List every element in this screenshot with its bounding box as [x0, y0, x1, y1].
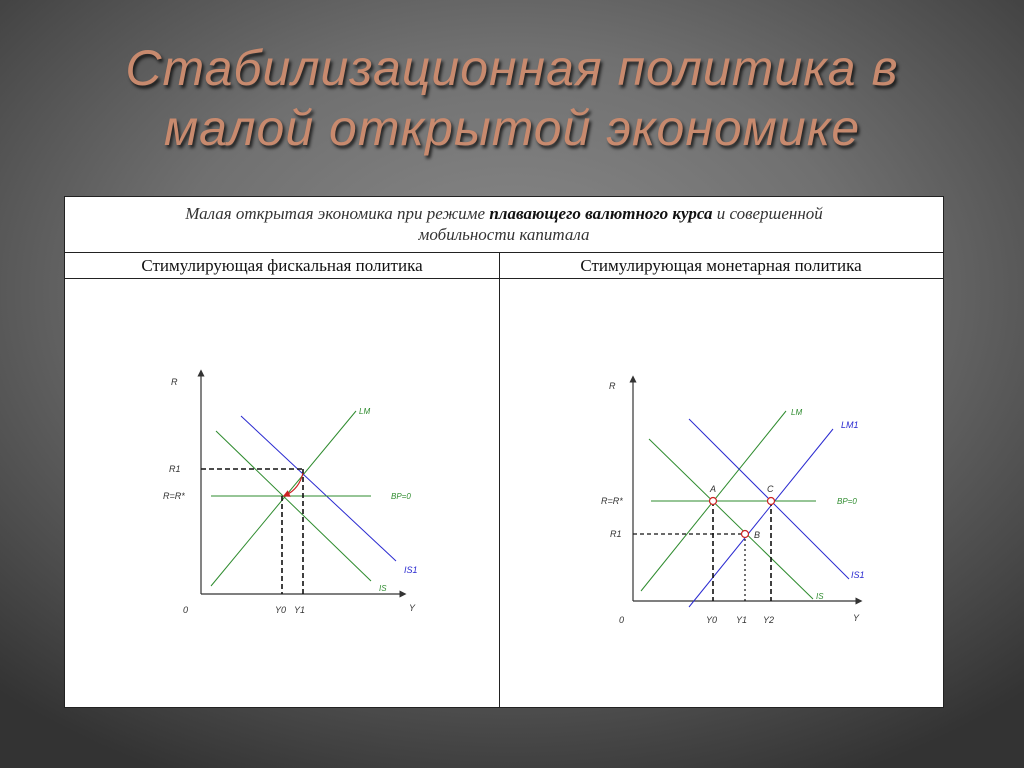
y0-label: Y0: [275, 605, 287, 615]
axis-label-y: Y: [409, 603, 416, 613]
bp-label: BP=0: [837, 497, 857, 506]
is-label: IS: [379, 584, 387, 593]
monetary-policy-diagram: [499, 197, 943, 707]
lm1-label: LM1: [841, 420, 859, 430]
slide-title: [0, 38, 1024, 158]
is1-curve: [241, 416, 396, 561]
header-text-line-2: мобильности капитала: [418, 225, 590, 244]
axis-label-y: Y: [853, 613, 860, 623]
lm-label: LM: [791, 408, 803, 417]
column-header-monetary: Стимулирующая монетарная политика: [499, 253, 943, 279]
header-text-bold: плавающего валютного курса: [489, 204, 713, 223]
r-star-label: R=R*: [601, 496, 623, 506]
r1-label: R1: [610, 529, 622, 539]
slide-title-line-2: малой открытой экономике: [163, 100, 861, 156]
origin-label: 0: [619, 615, 625, 625]
y0-label: Y0: [706, 615, 718, 625]
is-label: IS: [816, 592, 824, 601]
header-text-part-1: Малая открытая экономика при режиме: [185, 204, 490, 223]
r1-label: R1: [169, 464, 181, 474]
r-star-label: R=R*: [163, 491, 185, 501]
y1-label: Y1: [736, 615, 748, 625]
axis-label-r: R: [609, 381, 616, 391]
point-a-marker: [710, 498, 717, 505]
origin-label: 0: [183, 605, 189, 615]
column-header-fiscal: Стимулирующая фискальная политика: [65, 253, 499, 279]
point-b-label: B: [754, 530, 761, 540]
is1-label: IS1: [404, 565, 418, 575]
header-text-part-2: и совершенной: [712, 204, 823, 223]
point-c-label: C: [767, 484, 774, 494]
lm-curve: [211, 411, 356, 586]
slide-title-line-1: Стабилизационная политика в: [125, 40, 899, 96]
lm-label: LM: [359, 407, 371, 416]
comparison-table: [64, 196, 944, 708]
point-b-marker: [742, 531, 749, 538]
bp-label: BP=0: [391, 492, 411, 501]
axis-label-r: R: [171, 377, 178, 387]
y1-label: Y1: [294, 605, 306, 615]
fiscal-policy-diagram: [65, 197, 499, 707]
lm1-curve: [689, 429, 833, 607]
y2-label: Y2: [763, 615, 775, 625]
point-c-marker: [768, 498, 775, 505]
is1-label: IS1: [851, 570, 865, 580]
point-a-label: A: [710, 484, 717, 494]
is-curve: [216, 431, 371, 581]
